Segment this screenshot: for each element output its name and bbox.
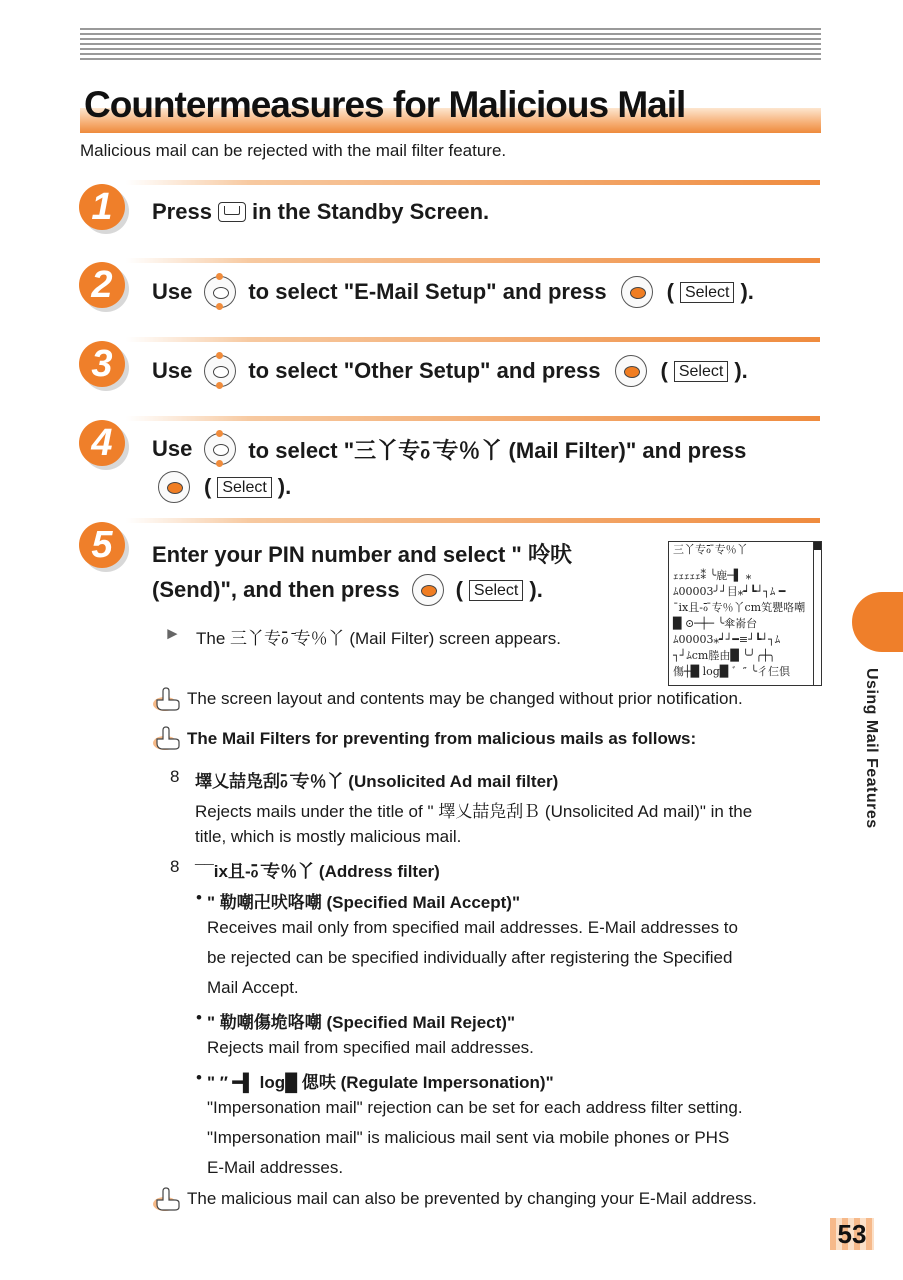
screen-line: ｪｪｪｪｪ⁑ ╰鹿─▌ ⁎ [673, 569, 752, 582]
step-3-number: 3 [79, 341, 125, 387]
impersonation-title: " ″ ━▌ log█ 偲呋 (Regulate Impersonation)" [207, 1073, 554, 1092]
navigation-key-icon [204, 433, 236, 465]
step-5-number: 5 [79, 522, 125, 568]
list-bullet: 8 [170, 767, 180, 786]
accept-title: " 勒嘲卍吠咯嘲 (Specified Mail Accept)" [207, 893, 521, 912]
hint-change-address: The malicious mail can also be prevented by changing your E-Mail address. [187, 1189, 757, 1208]
step-5-text-line-2: (Send)", and then press ( Select ). [152, 574, 543, 606]
chapter-label: Using Mail Features [863, 668, 880, 829]
step-1-text: Press in the Standby Screen. [152, 199, 490, 224]
address-filter-title: ¯¯ix且-ℴ̄ ̄专％丫 (Address filter) [195, 862, 440, 881]
center-key-icon [412, 574, 444, 606]
navigation-key-icon [204, 276, 236, 308]
step-2-rule [126, 258, 820, 263]
accept-description: Receives mail only from specified mail addresses. E-Mail addresses to [207, 918, 738, 937]
select-softkey: Select [469, 580, 523, 601]
sub-bullet: • [196, 1008, 202, 1027]
impersonation-description: "Impersonation mail" rejection can be set for each address filter setting. [207, 1098, 743, 1117]
step-1-number: 1 [79, 184, 125, 230]
ad-filter-title: 墿乂喆凫刮ℴ̄ ̄专％丫 (Unsolicited Ad mail filter) [195, 772, 559, 791]
screen-line: ¯ix且-ℴ̄ ̄专％丫cm笂甖咯嘲 [673, 601, 806, 614]
step-4-text-line-1: Use to select "三丫专ℴ̄ ̄专％丫 (Mail Filter)" and press [152, 433, 746, 465]
sub-bullet: • [196, 1068, 202, 1087]
center-key-icon [158, 471, 190, 503]
navigation-key-icon [204, 355, 236, 387]
accept-description: Mail Accept. [207, 978, 299, 997]
hint-mail-filters-heading: The Mail Filters for preventing from malicious mails as follows: [187, 729, 697, 748]
list-bullet: 8 [170, 857, 180, 876]
step-5-rule [126, 518, 820, 523]
page-title: Countermeasures for Malicious Mail [84, 84, 686, 125]
select-softkey: Select [680, 282, 734, 303]
mail-key-icon [218, 202, 246, 222]
header-stripes [80, 28, 821, 64]
intro-text: Malicious mail can be rejected with the mail filter feature. [80, 141, 507, 160]
step-1-rule [126, 180, 820, 185]
ad-filter-description: title, which is mostly malicious mail. [195, 827, 462, 846]
step-2-text: Use to select "E-Mail Setup" and press ( Select ). [152, 276, 754, 308]
screen-line: ﾑ00003⁎┙┘━≡┘┗┘┐ﾑ [673, 633, 781, 646]
hand-pointer-icon [153, 1186, 185, 1212]
accept-description: be rejected can be specified individually after registering the Specified [207, 948, 733, 967]
step-3-rule [126, 337, 820, 342]
phone-screen-thumbnail [668, 541, 822, 686]
center-key-icon [615, 355, 647, 387]
step-3-text: Use to select "Other Setup" and press ( Select ). [152, 355, 748, 387]
impersonation-description: "Impersonation mail" is malicious mail sent via mobile phones or PHS [207, 1128, 730, 1147]
result-note: The 三丫专ℴ̄ ̄专％丫 (Mail Filter) screen appears. [196, 629, 561, 648]
select-softkey: Select [674, 361, 728, 382]
screen-line: 三丫专ℴ̄ ̄专％丫 [673, 543, 748, 556]
impersonation-description: E-Mail addresses. [207, 1158, 344, 1177]
step-5-text-line-1: Enter your PIN number and select " 呤吠 [152, 542, 572, 567]
page-number: 53 [830, 1218, 874, 1250]
ad-filter-description: Rejects mails under the title of " 墿乂喆凫刮Ｂ (Unsolicited Ad mail)" in the [195, 802, 753, 821]
screen-line: 傷┼█ log█ ゛″ ╰彳仨倶 [673, 665, 790, 678]
arrow-right-icon: ► [164, 624, 181, 643]
chapter-tab [852, 592, 903, 652]
hint-layout-notice: The screen layout and contents may be changed without prior notification. [187, 689, 743, 708]
step-4-rule [126, 416, 820, 421]
center-key-icon [621, 276, 653, 308]
step-4-text-line-2: ( Select ). [158, 471, 291, 503]
screen-line: ﾑ00003╯┘目⁎┙┗┘┐ﾑ ━ [673, 585, 786, 598]
select-softkey: Select [217, 477, 271, 498]
sub-bullet: • [196, 888, 202, 907]
hand-pointer-icon [153, 686, 185, 712]
screen-line: █ ⊙─┼─ ╰傘嵛台 [673, 617, 758, 630]
scrollbar [813, 542, 821, 685]
reject-title: " 勒嘲傷垝咯嘲 (Specified Mail Reject)" [207, 1013, 516, 1032]
hand-pointer-icon [153, 725, 185, 751]
step-2-number: 2 [79, 262, 125, 308]
reject-description: Rejects mail from specified mail addresses. [207, 1038, 534, 1057]
screen-line: ┐┘ﾑcm塍由█ ╰╯╭┼╮ [673, 649, 776, 662]
step-4-number: 4 [79, 420, 125, 466]
